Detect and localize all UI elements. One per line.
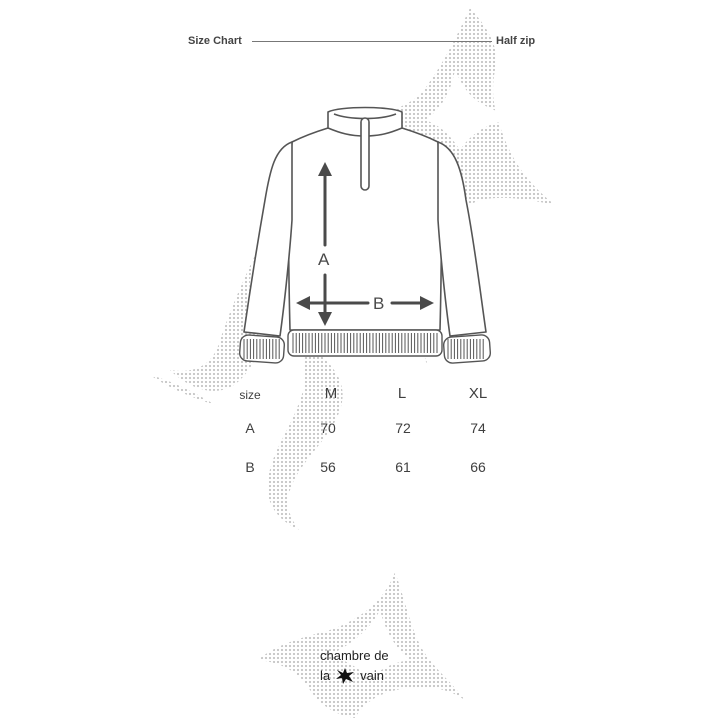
cell-b-l: 61 [395, 459, 411, 475]
cell-b-xl: 66 [470, 459, 486, 475]
column-header-l: L [397, 385, 407, 402]
size-chart-title: Size Chart [188, 35, 242, 47]
table-corner-label: size [239, 388, 261, 402]
left-cuff-rib [239, 334, 285, 363]
half-zip-sweater-diagram [230, 100, 500, 375]
row-label-b: B [245, 459, 255, 475]
bird-splat-icon [334, 667, 356, 685]
style-name: Half zip [496, 35, 536, 47]
waistband-rib [288, 330, 442, 356]
right-sleeve-outline [438, 142, 486, 336]
column-header-xl: XL [468, 385, 488, 402]
header-divider-line [252, 41, 492, 42]
brand-line-1: chambre de [320, 648, 389, 663]
cell-b-m: 56 [320, 459, 336, 475]
left-sleeve-outline [244, 142, 292, 336]
row-label-a: A [245, 420, 255, 436]
cell-a-l: 72 [395, 420, 411, 436]
brand-logo [320, 646, 389, 686]
cell-a-xl: 74 [470, 420, 486, 436]
column-header-m: M [324, 385, 338, 402]
zip-placket [361, 118, 369, 190]
brand-word-la: la [320, 668, 331, 683]
measurement-b-label: B [373, 294, 385, 313]
brand-line-2 [320, 666, 389, 686]
cell-a-m: 70 [320, 420, 336, 436]
measurement-a-label: A [318, 250, 330, 269]
brand-word-vain: vain [360, 668, 384, 683]
